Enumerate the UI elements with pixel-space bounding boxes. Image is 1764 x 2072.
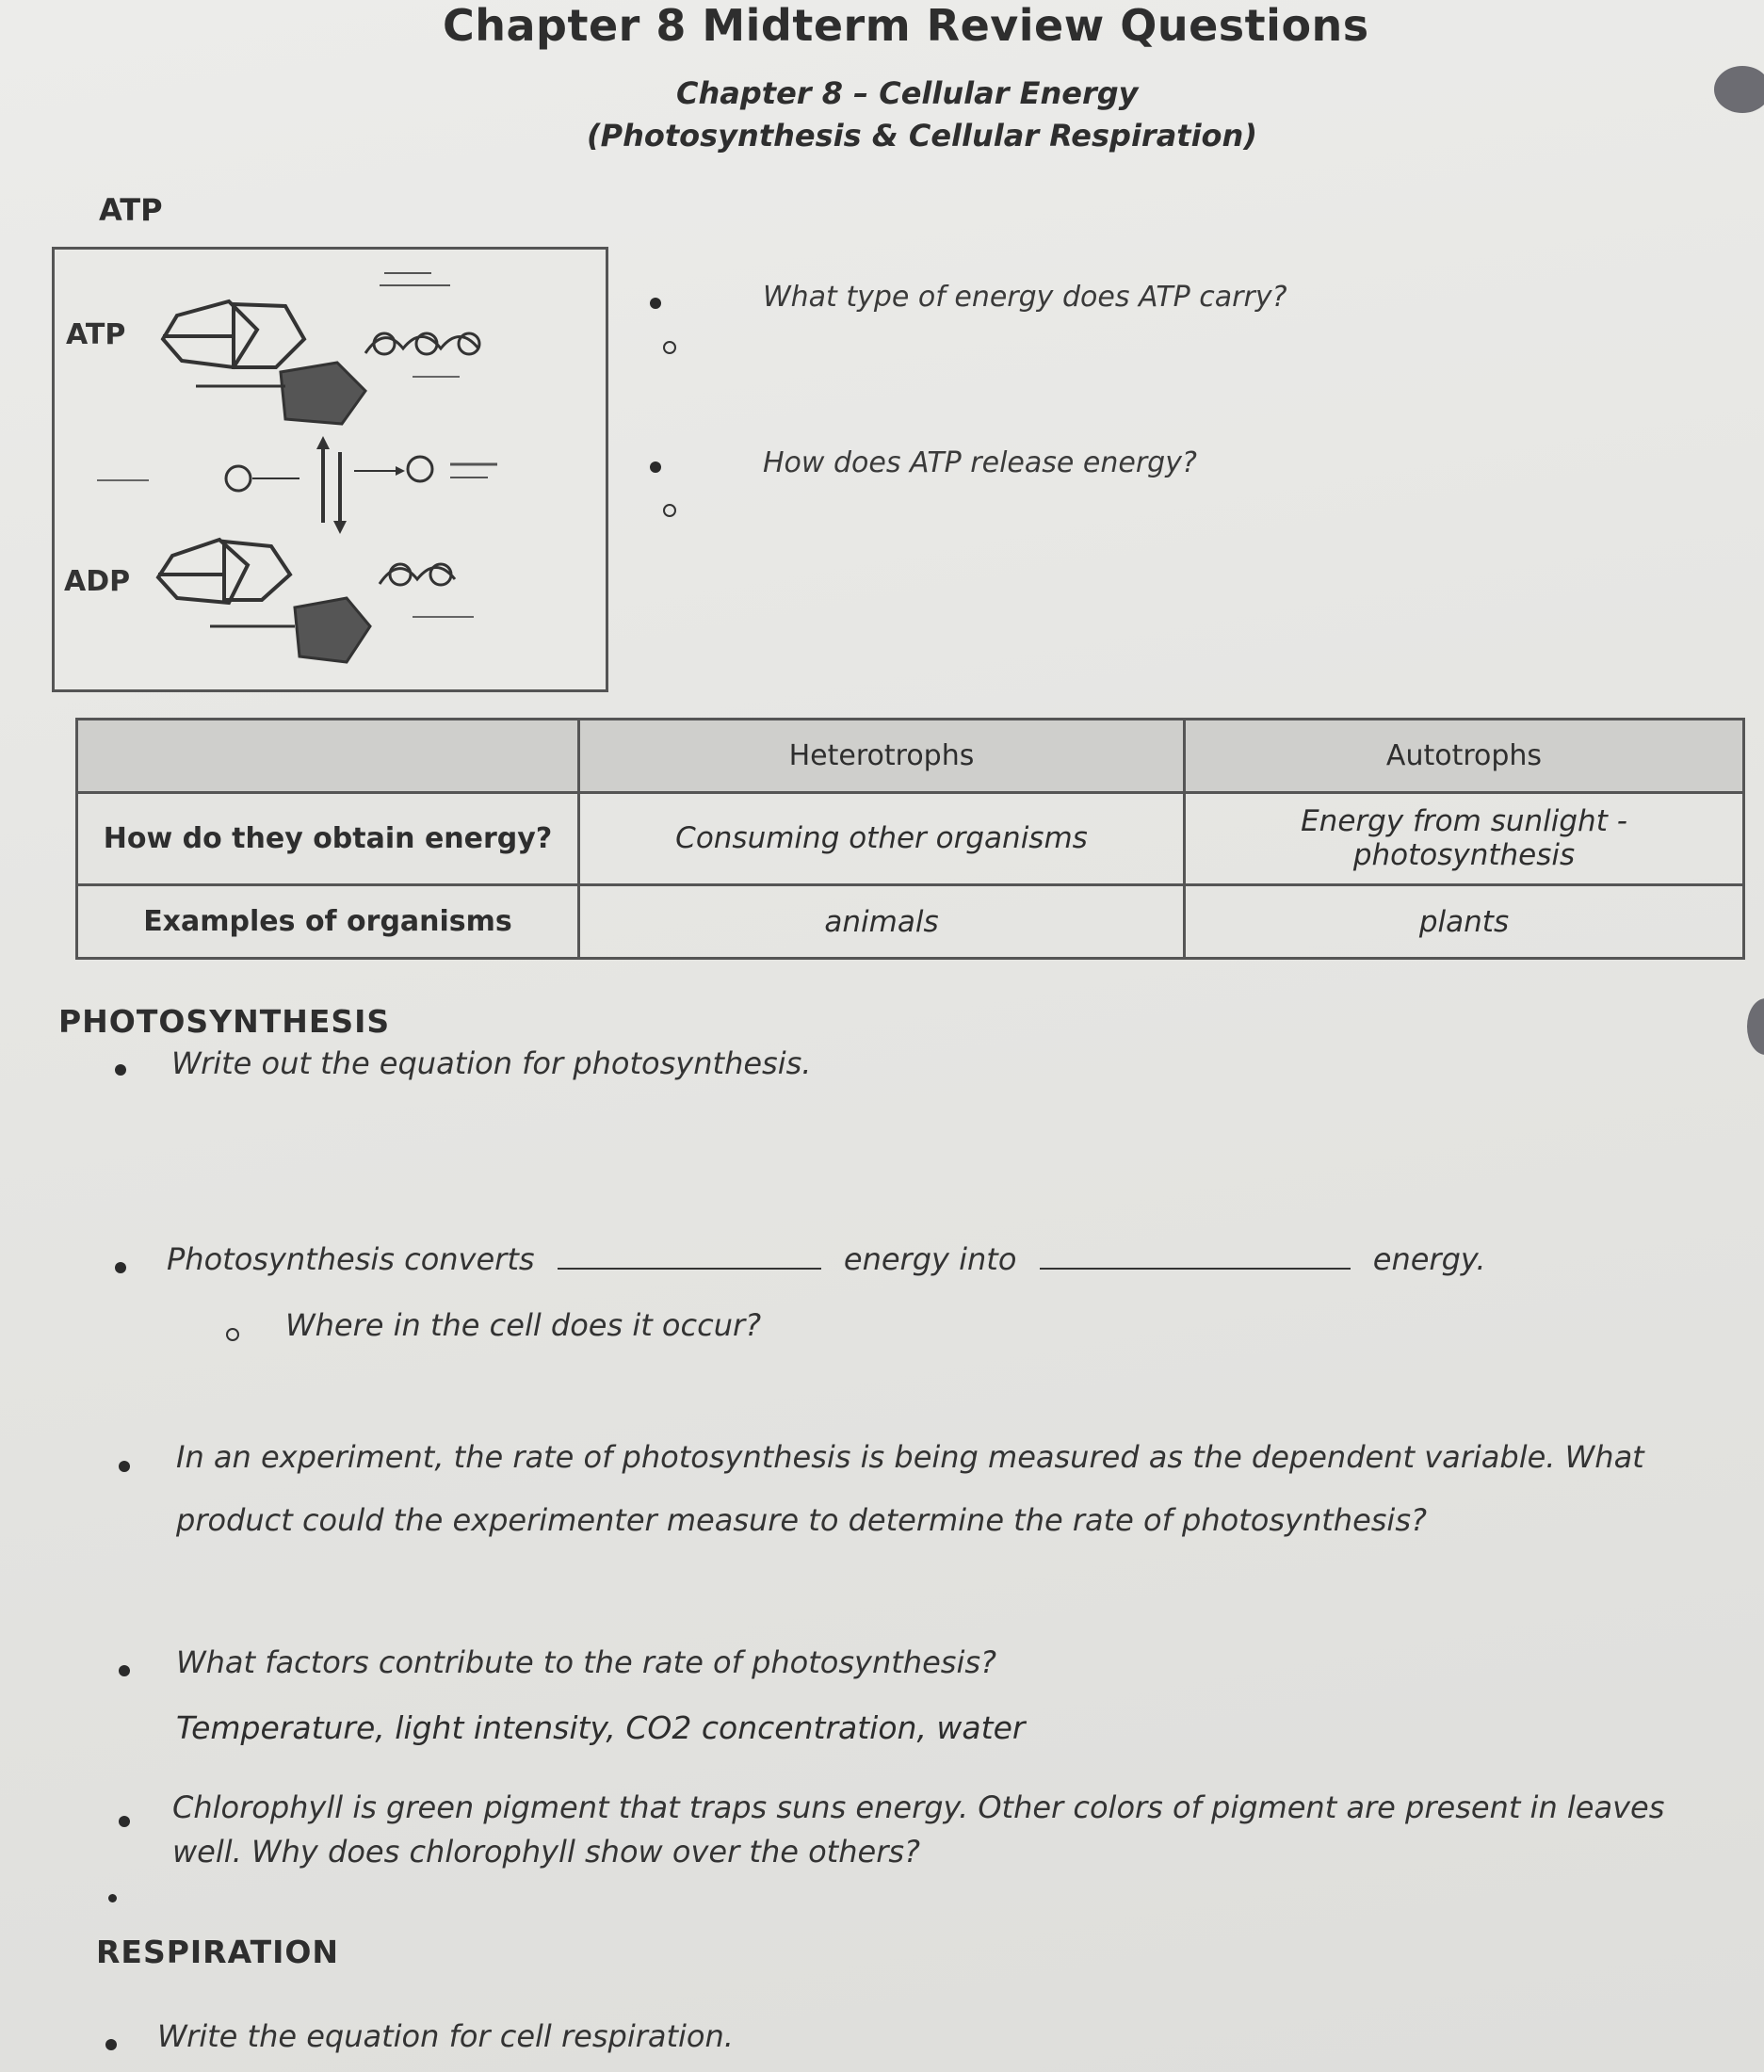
diagram-label-adp: ADP (64, 565, 131, 598)
heterotroph-autotroph-table (75, 718, 1745, 960)
chapter-subtitle: Chapter 8 – Cellular Energy (676, 75, 1139, 111)
hole-punch (1714, 66, 1764, 113)
sub-bullet-icon (663, 504, 676, 517)
bullet-icon (115, 1064, 126, 1076)
bullet-icon (108, 1894, 117, 1902)
atp-question-1: What type of energy does ATP carry? (763, 281, 1287, 314)
photosynthesis-question-chlorophyll-line2: well. Why does chlorophyll show over the others? (172, 1834, 920, 1870)
photosynthesis-answer-factors: Temperature, light intensity, CO2 concentration, water (176, 1709, 1026, 1746)
photosynthesis-question-chlorophyll-line1: Chlorophyll is green pigment that traps suns energy. Other colors of pigment are present in leaves (172, 1789, 1665, 1825)
phosphate-icon (408, 457, 432, 481)
cell-heterotrophs-energy: Consuming other organisms (579, 792, 1185, 884)
table-row (77, 792, 1744, 884)
row-label-examples: Examples of organisms (77, 885, 579, 959)
bullet-icon (650, 461, 661, 473)
photosynthesis-question-equation: Write out the equation for photosynthesis. (171, 1045, 812, 1081)
table-header-heterotrophs: Heterotrophs (579, 720, 1185, 793)
table-header-autotrophs: Autotrophs (1185, 720, 1744, 793)
adenine-ring-icon (234, 304, 304, 367)
adenine-ring-icon (158, 540, 248, 603)
cell-autotrophs-energy (1185, 792, 1744, 884)
bullet-icon (650, 298, 661, 309)
converts-blank-2[interactable] (1040, 1268, 1351, 1270)
bullet-icon (115, 1262, 126, 1273)
photosynthesis-heading: PHOTOSYNTHESIS (58, 1003, 391, 1040)
converts-text-c: energy. (1372, 1241, 1486, 1277)
table-row (77, 885, 1744, 959)
cell-autotrophs-energy-line2: photosynthesis (1352, 838, 1576, 873)
table-header-blank (77, 720, 579, 793)
sub-bullet-icon (226, 1328, 239, 1341)
cell-autotrophs-energy-line1: Energy from sunlight - (1301, 804, 1627, 839)
diagram-label-atp: ATP (66, 318, 126, 351)
atp-heading: ATP (99, 192, 163, 228)
ribose-sugar-icon (295, 598, 370, 662)
respiration-question-equation: Write the equation for cell respiration. (157, 2018, 734, 2054)
atp-adp-diagram-drawing (55, 250, 606, 689)
chapter-topic: (Photosynthesis & Cellular Respiration) (587, 118, 1257, 154)
sub-bullet-icon (663, 341, 676, 354)
photosynthesis-question-experiment-line2: product could the experimenter measure to determine the rate of photosynthesis? (176, 1502, 1427, 1538)
respiration-heading: RESPIRATION (96, 1934, 340, 1970)
cell-autotrophs-examples: plants (1185, 885, 1744, 959)
table-header-row (77, 720, 1744, 793)
photosynthesis-question-factors: What factors contribute to the rate of photosynthesis? (176, 1644, 996, 1680)
page-title: Chapter 8 Midterm Review Questions (443, 0, 1369, 51)
atp-adp-diagram (52, 247, 608, 692)
photosynthesis-question-converts (167, 1241, 1486, 1277)
photosynthesis-question-experiment-line1: In an experiment, the rate of photosynthesis is being measured as the dependent variable. What (176, 1439, 1644, 1475)
ribose-sugar-icon (281, 363, 365, 424)
bullet-icon (119, 1816, 130, 1827)
bullet-icon (119, 1461, 130, 1472)
cell-heterotrophs-examples: animals (579, 885, 1185, 959)
hole-punch (1747, 998, 1764, 1055)
bullet-icon (119, 1665, 130, 1676)
converts-blank-1[interactable] (558, 1268, 821, 1270)
converts-text-b: energy into (843, 1241, 1017, 1277)
phosphate-icon (459, 333, 479, 354)
photosynthesis-question-location: Where in the cell does it occur? (285, 1307, 762, 1343)
phosphate-icon (226, 466, 251, 491)
bullet-icon (105, 2039, 117, 2050)
converts-text-a: Photosynthesis converts (167, 1241, 535, 1277)
row-label-obtain-energy: How do they obtain energy? (77, 792, 579, 884)
atp-question-2: How does ATP release energy? (763, 446, 1197, 479)
